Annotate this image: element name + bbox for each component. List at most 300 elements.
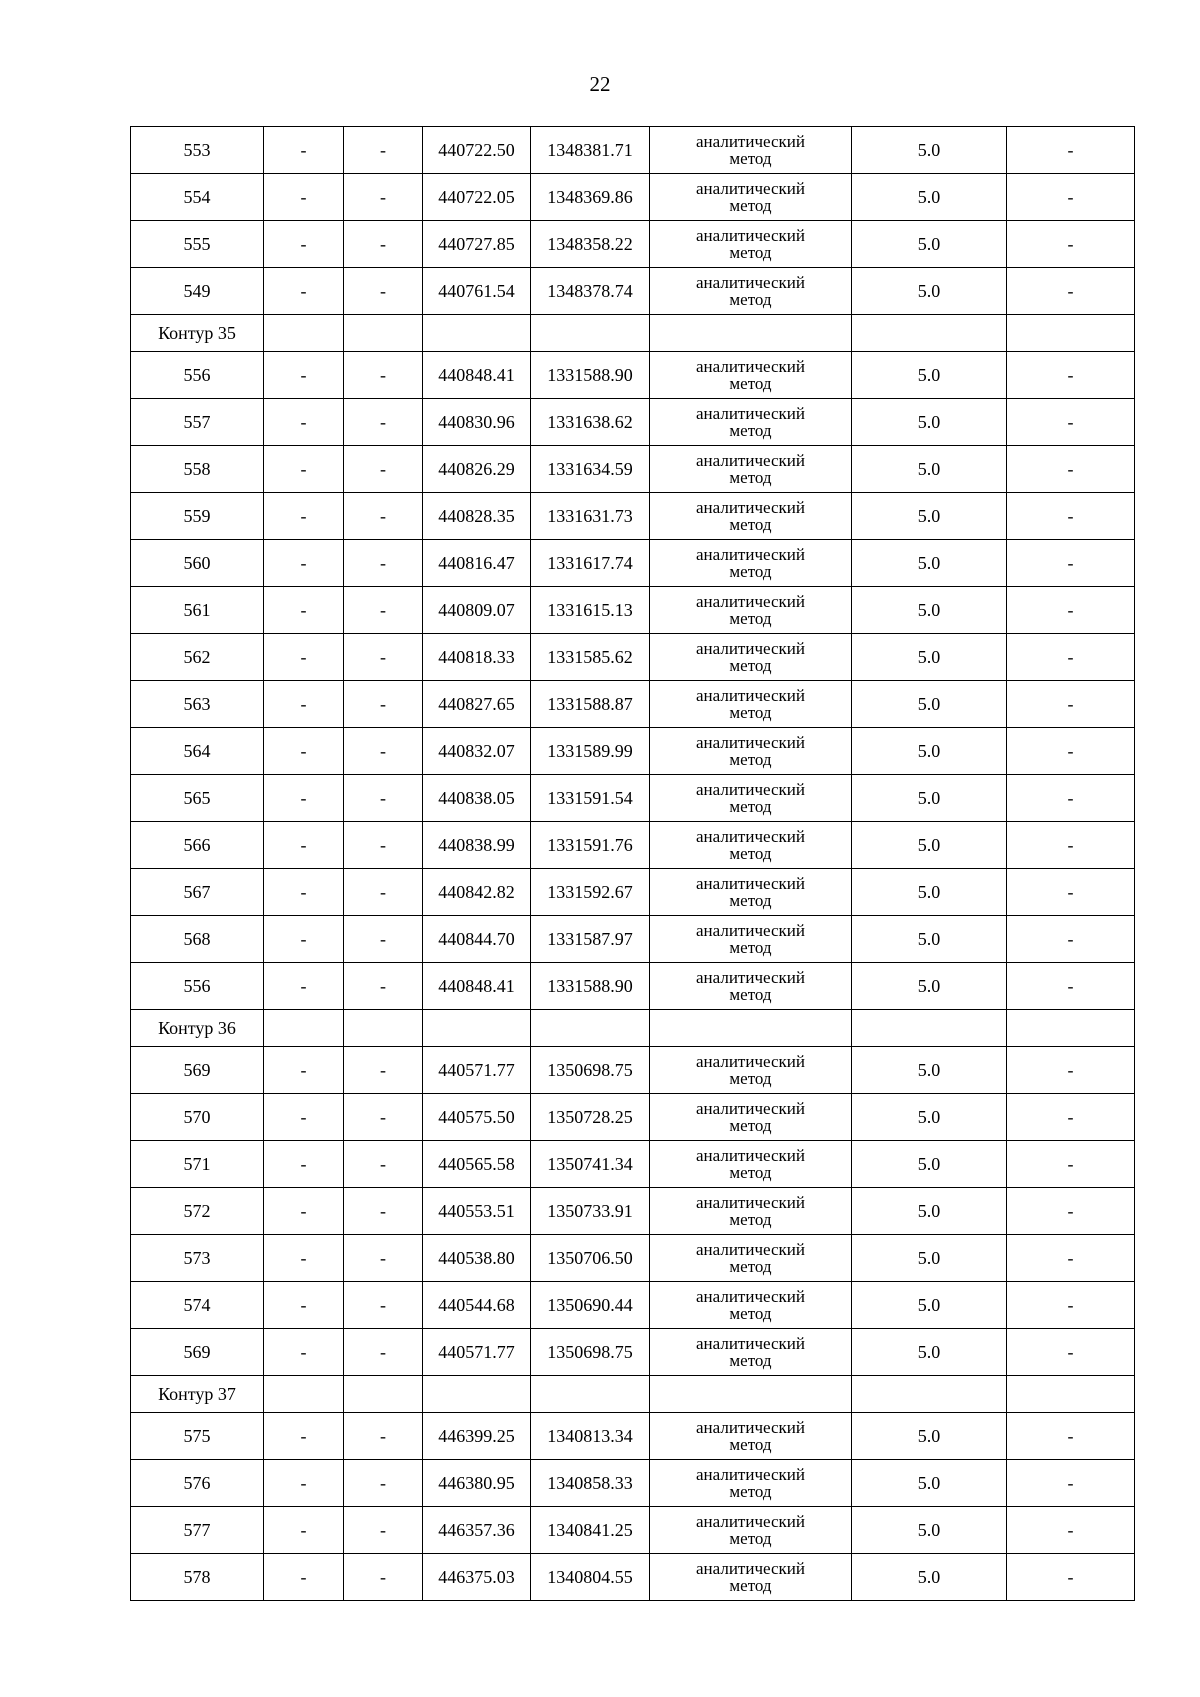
dash-cell: -	[264, 775, 344, 822]
dash-cell: -	[264, 634, 344, 681]
x-coordinate-cell: 446399.25	[423, 1413, 531, 1460]
dash-cell: -	[344, 1235, 423, 1282]
x-coordinate-cell: 440553.51	[423, 1188, 531, 1235]
dash-cell: -	[344, 446, 423, 493]
x-coordinate-cell: 446375.03	[423, 1554, 531, 1601]
x-coordinate-cell: 440830.96	[423, 399, 531, 446]
dash-cell: -	[1007, 1235, 1135, 1282]
method-line-2: метод	[729, 797, 772, 816]
method-line-1: аналитический	[696, 498, 805, 517]
dash-cell: -	[344, 681, 423, 728]
method-line-1: аналитический	[696, 1465, 805, 1484]
y-coordinate-cell: 1350728.25	[531, 1094, 650, 1141]
point-number-cell: 570	[131, 1094, 264, 1141]
dash-cell: -	[344, 1094, 423, 1141]
x-coordinate-cell: 440816.47	[423, 540, 531, 587]
dash-cell: -	[264, 268, 344, 315]
point-number-cell: 574	[131, 1282, 264, 1329]
point-number-cell: 560	[131, 540, 264, 587]
dash-cell: -	[264, 728, 344, 775]
dash-cell: -	[344, 493, 423, 540]
method-line-2: метод	[729, 421, 772, 440]
dash-cell: -	[1007, 540, 1135, 587]
accuracy-cell: 5.0	[852, 221, 1007, 268]
method-line-2: метод	[729, 1304, 772, 1323]
accuracy-cell: 5.0	[852, 681, 1007, 728]
y-coordinate-cell: 1350733.91	[531, 1188, 650, 1235]
dash-cell: -	[344, 822, 423, 869]
point-number-cell: 549	[131, 268, 264, 315]
accuracy-cell: 5.0	[852, 634, 1007, 681]
table-row	[131, 728, 1135, 775]
dash-cell: -	[1007, 681, 1135, 728]
point-number-cell: 572	[131, 1188, 264, 1235]
y-coordinate-cell: 1331615.13	[531, 587, 650, 634]
method-cell	[650, 1141, 852, 1188]
method-cell	[650, 728, 852, 775]
method-line-2: метод	[729, 609, 772, 628]
method-cell	[650, 221, 852, 268]
accuracy-cell: 5.0	[852, 1554, 1007, 1601]
dash-cell: -	[1007, 1329, 1135, 1376]
point-number-cell: 559	[131, 493, 264, 540]
x-coordinate-cell: 440844.70	[423, 916, 531, 963]
method-cell	[650, 775, 852, 822]
accuracy-cell: 5.0	[852, 1460, 1007, 1507]
accuracy-cell: 5.0	[852, 869, 1007, 916]
dash-cell: -	[264, 1094, 344, 1141]
x-coordinate-cell: 440838.05	[423, 775, 531, 822]
table-row	[131, 352, 1135, 399]
method-line-1: аналитический	[696, 1287, 805, 1306]
empty-cell	[1007, 1010, 1135, 1047]
y-coordinate-cell: 1340813.34	[531, 1413, 650, 1460]
method-line-1: аналитический	[696, 1512, 805, 1531]
method-cell	[650, 1413, 852, 1460]
table-row	[131, 127, 1135, 174]
x-coordinate-cell: 440575.50	[423, 1094, 531, 1141]
table-row	[131, 963, 1135, 1010]
y-coordinate-cell: 1331631.73	[531, 493, 650, 540]
method-line-2: метод	[729, 703, 772, 722]
dash-cell: -	[264, 493, 344, 540]
point-number-cell: 569	[131, 1047, 264, 1094]
y-coordinate-cell: 1331588.90	[531, 963, 650, 1010]
accuracy-cell: 5.0	[852, 1188, 1007, 1235]
contour-header-row	[131, 1010, 1135, 1047]
point-number-cell: 562	[131, 634, 264, 681]
dash-cell: -	[264, 127, 344, 174]
dash-cell: -	[344, 775, 423, 822]
accuracy-cell: 5.0	[852, 1141, 1007, 1188]
point-number-cell: 566	[131, 822, 264, 869]
y-coordinate-cell: 1340841.25	[531, 1507, 650, 1554]
empty-cell	[344, 1376, 423, 1413]
dash-cell: -	[264, 1188, 344, 1235]
table-row	[131, 1282, 1135, 1329]
method-line-2: метод	[729, 515, 772, 534]
accuracy-cell: 5.0	[852, 268, 1007, 315]
accuracy-cell: 5.0	[852, 963, 1007, 1010]
dash-cell: -	[1007, 1554, 1135, 1601]
x-coordinate-cell: 440848.41	[423, 352, 531, 399]
dash-cell: -	[1007, 221, 1135, 268]
empty-cell	[650, 1010, 852, 1047]
dash-cell: -	[1007, 822, 1135, 869]
dash-cell: -	[1007, 916, 1135, 963]
method-line-2: метод	[729, 1163, 772, 1182]
dash-cell: -	[1007, 127, 1135, 174]
method-line-1: аналитический	[696, 1146, 805, 1165]
method-cell	[650, 1554, 852, 1601]
dash-cell: -	[264, 869, 344, 916]
method-line-2: метод	[729, 938, 772, 957]
dash-cell: -	[344, 1554, 423, 1601]
dash-cell: -	[264, 1460, 344, 1507]
method-line-2: метод	[729, 1351, 772, 1370]
point-number-cell: 565	[131, 775, 264, 822]
accuracy-cell: 5.0	[852, 446, 1007, 493]
dash-cell: -	[1007, 634, 1135, 681]
point-number-cell: 564	[131, 728, 264, 775]
table-row	[131, 1047, 1135, 1094]
point-number-cell: 554	[131, 174, 264, 221]
dash-cell: -	[344, 540, 423, 587]
method-line-1: аналитический	[696, 1193, 805, 1212]
accuracy-cell: 5.0	[852, 1094, 1007, 1141]
dash-cell: -	[264, 1554, 344, 1601]
empty-cell	[531, 1010, 650, 1047]
point-number-cell: 558	[131, 446, 264, 493]
y-coordinate-cell: 1348358.22	[531, 221, 650, 268]
method-cell	[650, 869, 852, 916]
point-number-cell: 556	[131, 352, 264, 399]
point-number-cell: 556	[131, 963, 264, 1010]
method-line-1: аналитический	[696, 686, 805, 705]
method-cell	[650, 1460, 852, 1507]
dash-cell: -	[1007, 1507, 1135, 1554]
method-line-1: аналитический	[696, 733, 805, 752]
y-coordinate-cell: 1331588.90	[531, 352, 650, 399]
method-line-1: аналитический	[696, 1334, 805, 1353]
coordinates-table	[130, 126, 1135, 1601]
dash-cell: -	[264, 352, 344, 399]
accuracy-cell: 5.0	[852, 775, 1007, 822]
table-row	[131, 399, 1135, 446]
table-row	[131, 869, 1135, 916]
dash-cell: -	[264, 1047, 344, 1094]
dash-cell: -	[344, 174, 423, 221]
accuracy-cell: 5.0	[852, 493, 1007, 540]
point-number-cell: 567	[131, 869, 264, 916]
dash-cell: -	[264, 1329, 344, 1376]
method-cell	[650, 916, 852, 963]
contour-header-row	[131, 1376, 1135, 1413]
x-coordinate-cell: 440571.77	[423, 1047, 531, 1094]
method-line-2: метод	[729, 468, 772, 487]
method-line-2: метод	[729, 149, 772, 168]
dash-cell: -	[1007, 1047, 1135, 1094]
method-cell	[650, 493, 852, 540]
method-line-2: метод	[729, 290, 772, 309]
empty-cell	[1007, 1376, 1135, 1413]
page-number: 22	[589, 72, 611, 96]
point-number-cell: 568	[131, 916, 264, 963]
method-line-2: метод	[729, 844, 772, 863]
dash-cell: -	[1007, 174, 1135, 221]
method-cell	[650, 1329, 852, 1376]
table-row	[131, 916, 1135, 963]
empty-cell	[650, 315, 852, 352]
table-row	[131, 493, 1135, 540]
x-coordinate-cell: 440842.82	[423, 869, 531, 916]
method-line-1: аналитический	[696, 1052, 805, 1071]
table-row	[131, 775, 1135, 822]
accuracy-cell: 5.0	[852, 1329, 1007, 1376]
dash-cell: -	[1007, 1188, 1135, 1235]
method-cell	[650, 963, 852, 1010]
method-cell	[650, 822, 852, 869]
dash-cell: -	[344, 268, 423, 315]
dash-cell: -	[344, 916, 423, 963]
y-coordinate-cell: 1331638.62	[531, 399, 650, 446]
method-cell	[650, 1235, 852, 1282]
dash-cell: -	[264, 399, 344, 446]
y-coordinate-cell: 1331585.62	[531, 634, 650, 681]
method-line-2: метод	[729, 656, 772, 675]
method-cell	[650, 1282, 852, 1329]
dash-cell: -	[344, 1413, 423, 1460]
dash-cell: -	[344, 399, 423, 446]
dash-cell: -	[1007, 352, 1135, 399]
y-coordinate-cell: 1331634.59	[531, 446, 650, 493]
method-line-2: метод	[729, 1257, 772, 1276]
dash-cell: -	[344, 221, 423, 268]
dash-cell: -	[344, 634, 423, 681]
table-row	[131, 446, 1135, 493]
table-row	[131, 1188, 1135, 1235]
accuracy-cell: 5.0	[852, 728, 1007, 775]
dash-cell: -	[344, 1047, 423, 1094]
x-coordinate-cell: 440832.07	[423, 728, 531, 775]
dash-cell: -	[344, 587, 423, 634]
x-coordinate-cell: 440809.07	[423, 587, 531, 634]
point-number-cell: 571	[131, 1141, 264, 1188]
dash-cell: -	[264, 916, 344, 963]
y-coordinate-cell: 1331617.74	[531, 540, 650, 587]
dash-cell: -	[264, 1141, 344, 1188]
x-coordinate-cell: 440722.05	[423, 174, 531, 221]
point-number-cell: 573	[131, 1235, 264, 1282]
method-line-2: метод	[729, 196, 772, 215]
empty-cell	[264, 315, 344, 352]
dash-cell: -	[1007, 1460, 1135, 1507]
method-cell	[650, 1094, 852, 1141]
point-number-cell: 563	[131, 681, 264, 728]
method-line-1: аналитический	[696, 780, 805, 799]
y-coordinate-cell: 1348369.86	[531, 174, 650, 221]
empty-cell	[650, 1376, 852, 1413]
y-coordinate-cell: 1340804.55	[531, 1554, 650, 1601]
method-line-1: аналитический	[696, 226, 805, 245]
y-coordinate-cell: 1331591.76	[531, 822, 650, 869]
method-line-2: метод	[729, 1210, 772, 1229]
dash-cell: -	[344, 1460, 423, 1507]
method-cell	[650, 1047, 852, 1094]
y-coordinate-cell: 1331587.97	[531, 916, 650, 963]
accuracy-cell: 5.0	[852, 587, 1007, 634]
accuracy-cell: 5.0	[852, 174, 1007, 221]
method-cell	[650, 268, 852, 315]
accuracy-cell: 5.0	[852, 916, 1007, 963]
table-row	[131, 681, 1135, 728]
dash-cell: -	[264, 174, 344, 221]
dash-cell: -	[344, 1329, 423, 1376]
x-coordinate-cell: 440761.54	[423, 268, 531, 315]
table-row	[131, 268, 1135, 315]
x-coordinate-cell: 446380.95	[423, 1460, 531, 1507]
table-row	[131, 540, 1135, 587]
accuracy-cell: 5.0	[852, 1413, 1007, 1460]
method-line-2: метод	[729, 243, 772, 262]
x-coordinate-cell: 446357.36	[423, 1507, 531, 1554]
empty-cell	[344, 315, 423, 352]
accuracy-cell: 5.0	[852, 399, 1007, 446]
dash-cell: -	[1007, 963, 1135, 1010]
x-coordinate-cell: 440544.68	[423, 1282, 531, 1329]
dash-cell: -	[264, 822, 344, 869]
method-line-1: аналитический	[696, 639, 805, 658]
dash-cell: -	[344, 1188, 423, 1235]
table-row	[131, 634, 1135, 681]
method-cell	[650, 174, 852, 221]
method-line-1: аналитический	[696, 1099, 805, 1118]
dash-cell: -	[344, 1507, 423, 1554]
empty-cell	[423, 1376, 531, 1413]
y-coordinate-cell: 1350706.50	[531, 1235, 650, 1282]
accuracy-cell: 5.0	[852, 1235, 1007, 1282]
point-number-cell: 569	[131, 1329, 264, 1376]
method-line-1: аналитический	[696, 132, 805, 151]
method-cell	[650, 446, 852, 493]
dash-cell: -	[1007, 1413, 1135, 1460]
method-cell	[650, 1188, 852, 1235]
dash-cell: -	[344, 1141, 423, 1188]
dash-cell: -	[344, 1282, 423, 1329]
method-line-1: аналитический	[696, 968, 805, 987]
x-coordinate-cell: 440727.85	[423, 221, 531, 268]
method-line-1: аналитический	[696, 273, 805, 292]
dash-cell: -	[264, 587, 344, 634]
dash-cell: -	[1007, 728, 1135, 775]
method-line-1: аналитический	[696, 545, 805, 564]
dash-cell: -	[1007, 493, 1135, 540]
point-number-cell: 561	[131, 587, 264, 634]
method-line-1: аналитический	[696, 921, 805, 940]
empty-cell	[344, 1010, 423, 1047]
table-row	[131, 221, 1135, 268]
method-cell	[650, 634, 852, 681]
table-row	[131, 1554, 1135, 1601]
dash-cell: -	[264, 1507, 344, 1554]
table-row	[131, 822, 1135, 869]
accuracy-cell: 5.0	[852, 1047, 1007, 1094]
contour-label: Контур 36	[131, 1010, 264, 1047]
table-row	[131, 1235, 1135, 1282]
x-coordinate-cell: 440571.77	[423, 1329, 531, 1376]
y-coordinate-cell: 1331588.87	[531, 681, 650, 728]
method-line-2: метод	[729, 1529, 772, 1548]
dash-cell: -	[344, 728, 423, 775]
empty-cell	[1007, 315, 1135, 352]
y-coordinate-cell: 1350741.34	[531, 1141, 650, 1188]
dash-cell: -	[1007, 399, 1135, 446]
dash-cell: -	[344, 352, 423, 399]
x-coordinate-cell: 440828.35	[423, 493, 531, 540]
method-cell	[650, 127, 852, 174]
method-line-2: метод	[729, 750, 772, 769]
accuracy-cell: 5.0	[852, 540, 1007, 587]
point-number-cell: 575	[131, 1413, 264, 1460]
method-line-2: метод	[729, 1482, 772, 1501]
x-coordinate-cell: 440538.80	[423, 1235, 531, 1282]
method-line-2: метод	[729, 985, 772, 1004]
method-cell	[650, 1507, 852, 1554]
x-coordinate-cell: 440848.41	[423, 963, 531, 1010]
y-coordinate-cell: 1348381.71	[531, 127, 650, 174]
dash-cell: -	[1007, 446, 1135, 493]
method-line-1: аналитический	[696, 874, 805, 893]
dash-cell: -	[1007, 869, 1135, 916]
empty-cell	[531, 1376, 650, 1413]
method-line-2: метод	[729, 1435, 772, 1454]
empty-cell	[852, 315, 1007, 352]
y-coordinate-cell: 1331589.99	[531, 728, 650, 775]
empty-cell	[423, 315, 531, 352]
dash-cell: -	[344, 869, 423, 916]
empty-cell	[852, 1010, 1007, 1047]
y-coordinate-cell: 1331591.54	[531, 775, 650, 822]
method-line-2: метод	[729, 1069, 772, 1088]
method-line-1: аналитический	[696, 357, 805, 376]
dash-cell: -	[1007, 268, 1135, 315]
method-line-2: метод	[729, 374, 772, 393]
table-row	[131, 1460, 1135, 1507]
dash-cell: -	[264, 1413, 344, 1460]
point-number-cell: 553	[131, 127, 264, 174]
dash-cell: -	[264, 681, 344, 728]
y-coordinate-cell: 1350698.75	[531, 1329, 650, 1376]
method-cell	[650, 399, 852, 446]
method-line-1: аналитический	[696, 1559, 805, 1578]
point-number-cell: 557	[131, 399, 264, 446]
x-coordinate-cell: 440818.33	[423, 634, 531, 681]
dash-cell: -	[264, 1282, 344, 1329]
method-cell	[650, 352, 852, 399]
accuracy-cell: 5.0	[852, 822, 1007, 869]
table-row	[131, 174, 1135, 221]
coordinates-table-body	[131, 127, 1135, 1601]
method-line-1: аналитический	[696, 1240, 805, 1259]
contour-label: Контур 35	[131, 315, 264, 352]
method-cell	[650, 587, 852, 634]
dash-cell: -	[264, 1235, 344, 1282]
x-coordinate-cell: 440838.99	[423, 822, 531, 869]
dash-cell: -	[1007, 587, 1135, 634]
y-coordinate-cell: 1340858.33	[531, 1460, 650, 1507]
dash-cell: -	[1007, 1094, 1135, 1141]
empty-cell	[531, 315, 650, 352]
